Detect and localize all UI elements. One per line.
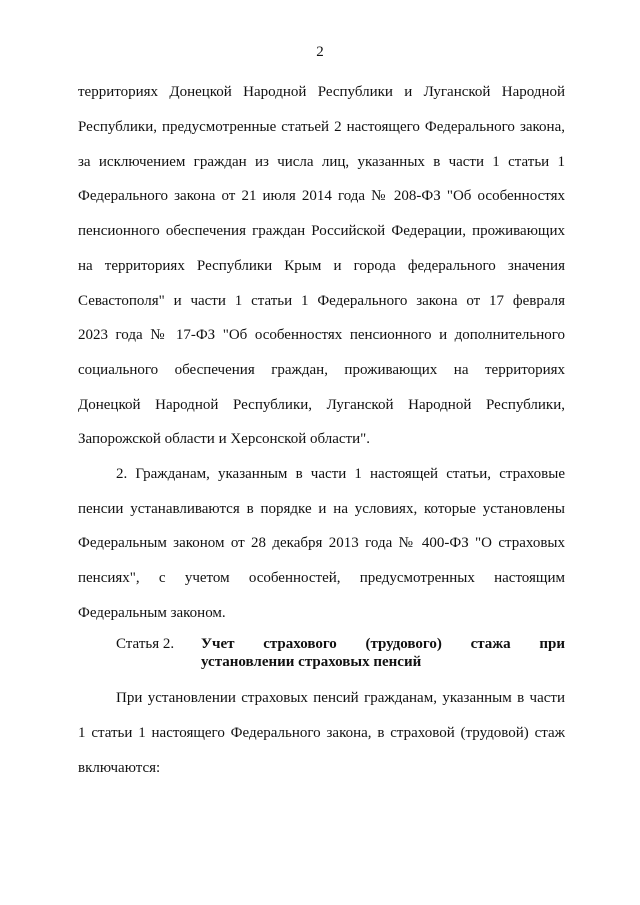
paragraph-line: социального обеспечения граждан, проживающих на территориях [78, 362, 565, 378]
paragraph-line: на территориях Республики Крым и города федерального значения [78, 258, 565, 274]
paragraph-line: 2023 года № 17-ФЗ "Об особенностях пенсионного и дополнительного [78, 327, 565, 343]
article-title-line: Учет страхового (трудового) стажа при [201, 636, 565, 652]
paragraph-line: При установлении страховых пенсий гражданам, указанным в части [116, 690, 565, 706]
paragraph-line: Донецкой Народной Республики, Луганской Народной Республики, [78, 397, 565, 413]
paragraph-line: Федеральным законом от 28 декабря 2013 года № 400-ФЗ "О страховых [78, 535, 565, 551]
paragraph-line: Республики, предусмотренные статьей 2 настоящего Федерального закона, [78, 119, 565, 135]
article-title-line: установлении страховых пенсий [201, 654, 422, 670]
paragraph-line: Севастополя" и части 1 статьи 1 Федерального закона от 17 февраля [78, 293, 565, 309]
paragraph-line: пенсиях", с учетом особенностей, предусмотренных настоящим [78, 570, 565, 586]
page-number: 2 [316, 44, 324, 60]
paragraph-line: Запорожской области и Херсонской области". [78, 431, 371, 447]
paragraph-line: пенсионного обеспечения граждан Российской Федерации, проживающих [78, 223, 565, 239]
paragraph-line: 1 статьи 1 настоящего Федерального закона, в страховой (трудовой) стаж [78, 725, 565, 741]
paragraph-line: территориях Донецкой Народной Республики и Луганской Народной [78, 84, 565, 100]
paragraph-line: Федеральным законом. [78, 605, 226, 621]
paragraph-line: пенсии устанавливаются в порядке и на условиях, которые установлены [78, 501, 565, 517]
paragraph-line: Федерального закона от 21 июля 2014 года № 208-ФЗ "Об особенностях [78, 188, 565, 204]
paragraph-line: за исключением граждан из числа лиц, указанных в части 1 статьи 1 [78, 154, 565, 170]
paragraph-line: 2. Гражданам, указанным в части 1 настоящей статьи, страховые [116, 466, 565, 482]
paragraph-line: включаются: [78, 760, 161, 776]
article-label: Статья 2. [116, 636, 175, 652]
